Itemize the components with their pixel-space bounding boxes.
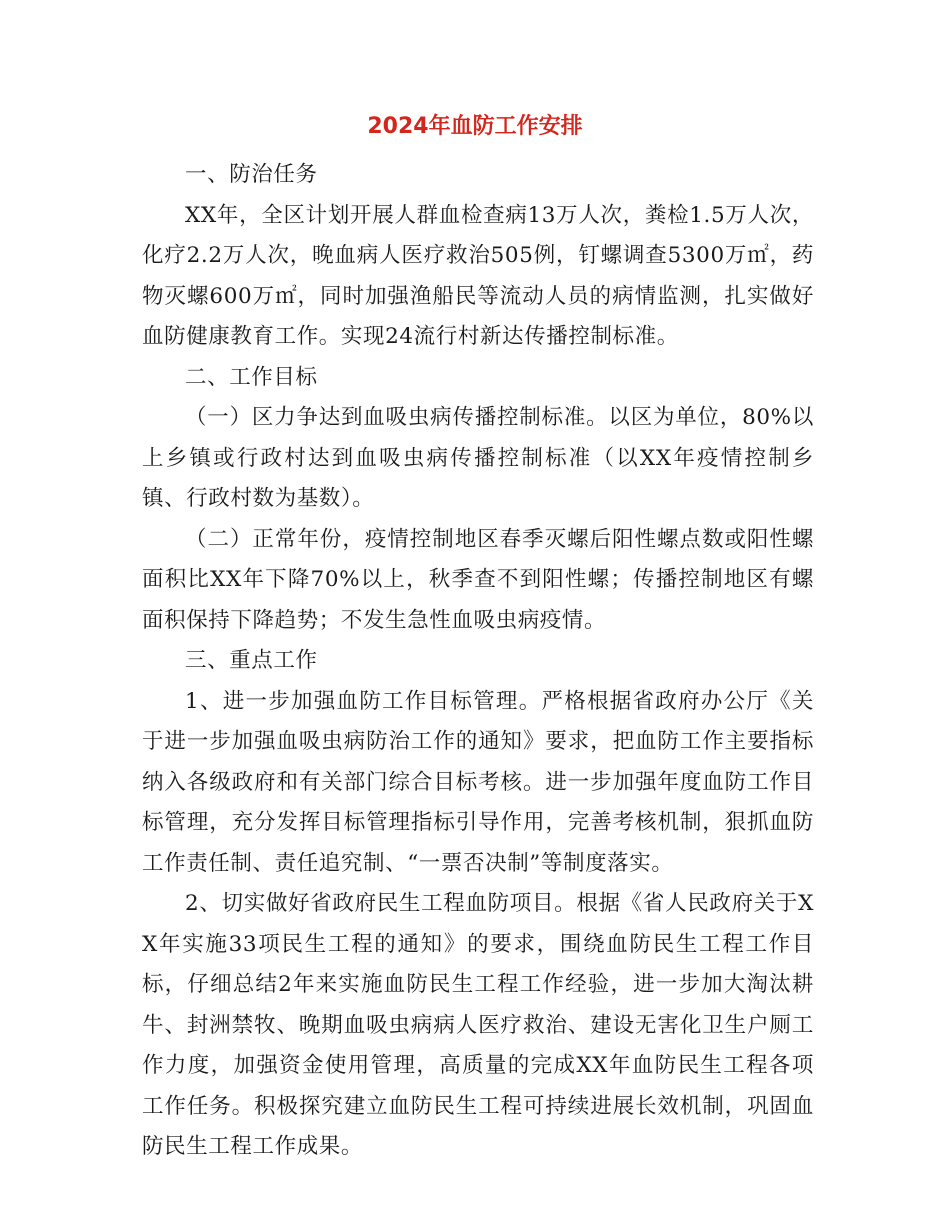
section-heading-tasks: 一、防治任务 [185, 162, 318, 187]
document-body [142, 155, 814, 1168]
paragraph-tasks: XX年，全区计划开展人群血检查病13万人次，粪检1.5万人次，化疗2.2万人次，晚血病人医疗救治505例，钉螺调查5300万㎡，药物灭螺600万㎡，同时加强渔船民等流动人员的病情监测，扎实做好血防健康教育工作。实现24流行村新达传播控制标准。 [142, 202, 814, 349]
paragraph-key-work-2: 2、切实做好省政府民生工程血防项目。根据《省人民政府关于XX年实施33项民生工程的通知》的要求，围绕血防民生工程工作目标，仔细总结2年来实施血防民生工程工作经验，进一步加大淘汰耕牛、封洲禁牧、晚期血吸虫病病人医疗救治、建设无害化卫生户厕工作力度，加强资金使用管理，高质量的完成XX年血防民生工程各项工作任务。积极探究建立血防民生工程可持续进展长效机制，巩固血防民生工程工作成果。 [142, 891, 814, 1159]
paragraph-key-work-1: 1、进一步加强血防工作目标管理。严格根据省政府办公厅《关于进一步加强血吸虫病防治工作的通知》要求，把血防工作主要指标纳入各级政府和有关部门综合目标考核。进一步加强年度血防工作目标管理，充分发挥目标管理指标引导作用，完善考核机制，狠抓血防工作责任制、责任追究制、“一票否决制”等制度落实。 [142, 688, 814, 876]
section-heading-key-work: 三、重点工作 [185, 648, 318, 673]
section-heading-goals: 二、工作目标 [185, 364, 318, 390]
document-title: 2024年血防工作安排 [367, 114, 583, 139]
paragraph-goal-2: （二）正常年份，疫情控制地区春季灭螺后阳性螺点数或阳性螺面积比XX年下降70%以上，秋季查不到阳性螺；传播控制地区有螺面积保持下降趋势；不发生急性血吸虫病疫情。 [142, 526, 814, 633]
paragraph-goal-1: （一）区力争达到血吸虫病传播控制标准。以区为单位，80%以上乡镇或行政村达到血吸虫病传播控制标准（以XX年疫情控制乡镇、行政村数为基数）。 [142, 405, 814, 511]
